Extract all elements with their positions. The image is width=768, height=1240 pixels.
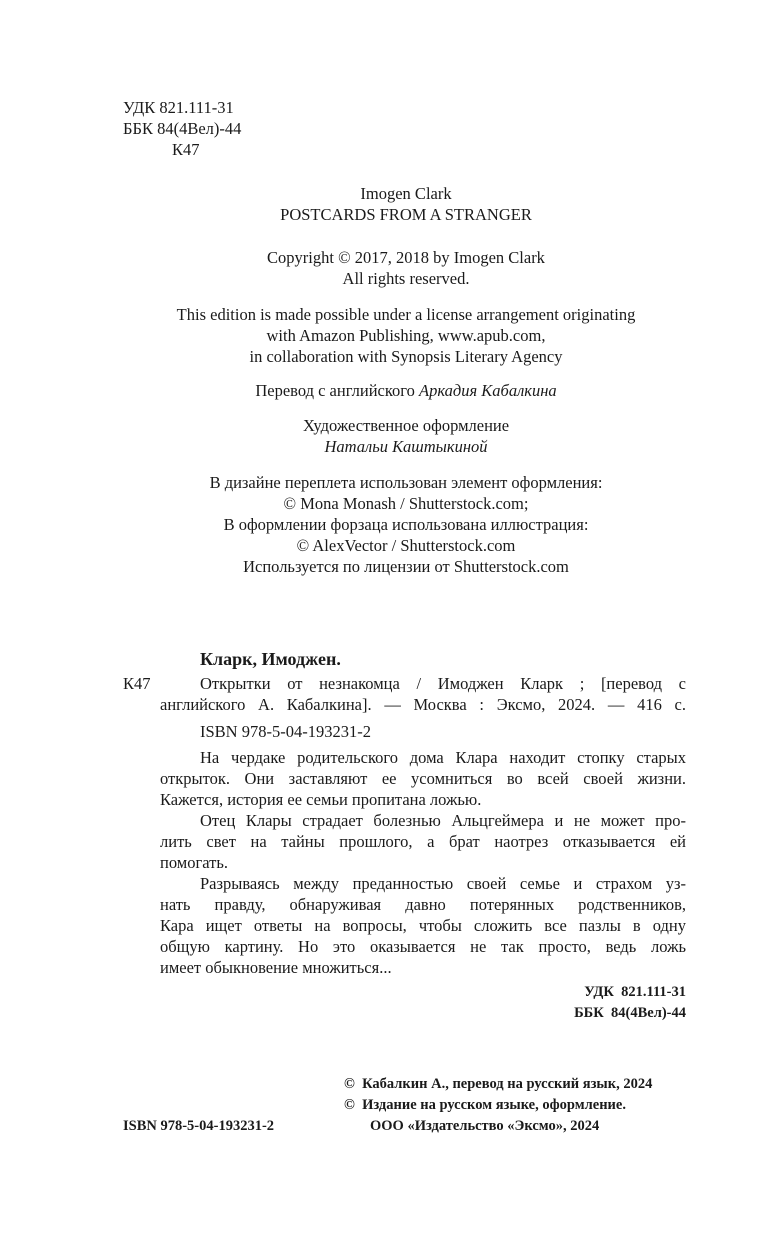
- footer-publisher: ООО «Издательство «Эксмо», 2024: [370, 1118, 600, 1134]
- annotation-line: На чердаке родительского дома Клара находит стопку старых: [200, 748, 686, 767]
- credit-line: Используется по лицензии от Shutterstock.com: [243, 557, 569, 576]
- design-label: Художественное оформление: [302, 416, 510, 435]
- license-line: This edition is made possible under a license arrangement originating: [176, 305, 636, 324]
- license-line: with Amazon Publishing, www.apub.com,: [266, 326, 546, 345]
- credit-line: В дизайне переплета использован элемент оформления:: [209, 473, 603, 492]
- translator-name: Аркадия Кабалкина: [419, 381, 557, 400]
- bbk-code: ББК 84(4Вел)-44: [123, 119, 242, 138]
- annotation-line: общую картину. Но это оказывается не так просто, ведь ложь: [160, 937, 686, 956]
- footer-isbn: ISBN 978-5-04-193231-2: [123, 1118, 275, 1134]
- catalog-code: К47: [123, 674, 151, 693]
- credit-line: В оформлении форзаца использована иллюстрация:: [223, 515, 589, 534]
- annotation-line: Разрываясь между преданностью своей семье и страхом уз-: [200, 874, 686, 893]
- credit-line: © AlexVector / Shutterstock.com: [296, 536, 516, 555]
- copyright-line: Copyright © 2017, 2018 by Imogen Clark: [267, 248, 545, 267]
- annotation-bbk: ББК 84(4Вел)-44: [574, 1005, 686, 1021]
- annotation-line: открыток. Они заставляют ее усомниться во всей своей жизни.: [160, 769, 686, 788]
- annotation-line: лить свет на тайны прошлого, а брат наотрез отказывается ей: [160, 832, 686, 851]
- footer-copyright-edition: © Издание на русском языке, оформление.: [344, 1097, 626, 1113]
- credit-line: © Mona Monash / Shutterstock.com;: [283, 494, 529, 513]
- annotation-line: помогать.: [160, 853, 228, 872]
- catalog-isbn: ISBN 978-5-04-193231-2: [200, 722, 371, 741]
- author-mark: К47: [172, 140, 200, 159]
- catalog-heading: Кларк, Имоджен.: [200, 649, 341, 669]
- annotation-line: имеет обыкновение множиться...: [160, 958, 392, 977]
- catalog-line: Открытки от незнакомца / Имоджен Кларк ; [перевод с: [200, 674, 686, 693]
- rights-line: All rights reserved.: [342, 269, 470, 288]
- footer-copyright-translation: © Кабалкин А., перевод на русский язык, 2024: [344, 1076, 653, 1092]
- translation-credit: [0, 380, 768, 401]
- license-line: in collaboration with Synopsis Literary Agency: [249, 347, 563, 366]
- annotation-line: Отец Клары страдает болезнью Альцгеймера и не может про-: [200, 811, 686, 830]
- original-title: POSTCARDS FROM A STRANGER: [280, 205, 532, 224]
- annotation-udk: УДК 821.111-31: [584, 984, 686, 1000]
- catalog-line: английского А. Кабалкина]. — Москва : Эксмо, 2024. — 416 с.: [160, 695, 686, 714]
- annotation-line: Кажется, история ее семьи пропитана ложью.: [160, 790, 482, 809]
- annotation-line: нать правду, обнаруживая давно потерянных родственников,: [160, 895, 686, 914]
- designer-name: Натальи Каштыкиной: [324, 437, 488, 456]
- annotation-line: Кара ищет ответы на вопросы, чтобы сложить все пазлы в одну: [160, 916, 686, 935]
- udk-code: УДК 821.111-31: [123, 98, 234, 117]
- original-author: Imogen Clark: [360, 184, 452, 203]
- translation-label: Перевод с английского: [255, 381, 415, 400]
